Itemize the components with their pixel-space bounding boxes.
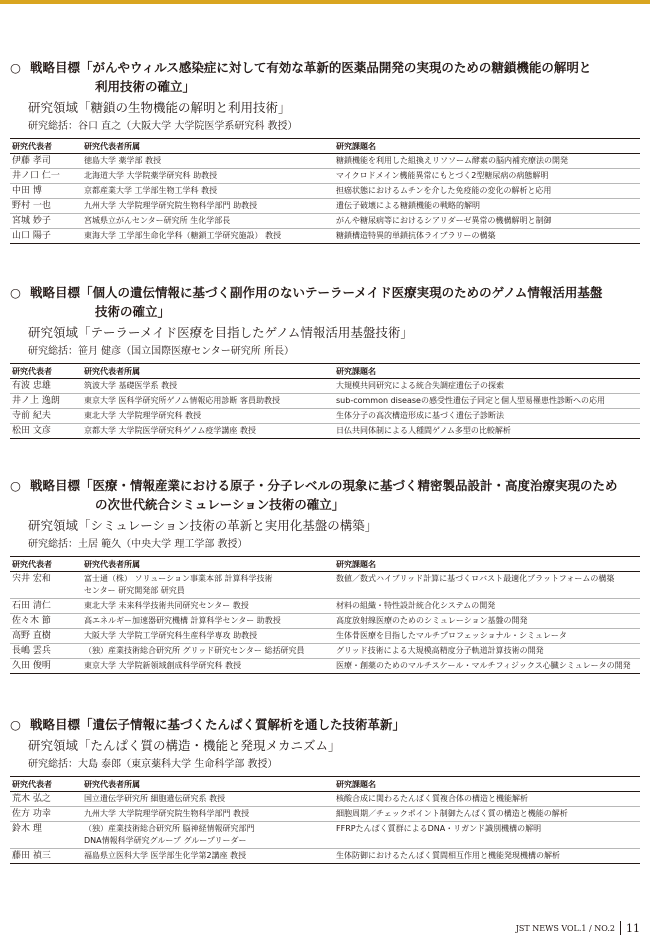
goal-title: 戦略目標「がんやウィルス感染症に対して有効な革新的医薬品開発の実現のための糖鎖機能の解明と: [30, 60, 592, 75]
header-project-title: 研究課題名: [334, 139, 640, 154]
affiliation-line: 九州大学 大学院理学研究院生物科学部門 助教授: [84, 201, 258, 210]
affiliation-line: 北海道大学 大学院薬学研究科 助教授: [84, 171, 218, 180]
table-header-row: [10, 364, 640, 379]
strategic-goal: [10, 715, 640, 734]
affiliation-line: 国立遺伝学研究所 細胞遺伝研究系 教授: [84, 794, 226, 803]
project-title: 医療・創薬のためのマルチスケール・マルチフィジックス心臓シミュレータの開発: [334, 659, 640, 674]
table-row: [10, 849, 640, 864]
affiliation-line: 東北大学 大学院理学研究科 教授: [84, 411, 202, 420]
table-row: [10, 629, 640, 644]
affiliation-cell: [82, 409, 334, 424]
affiliation-line: 福島県立医科大学 医学部生化学第2講座 教授: [84, 851, 247, 860]
project-title: 材料の組織・特性設計統合化システムの開発: [334, 599, 640, 614]
table-row: [10, 807, 640, 822]
page-number: 11: [626, 921, 640, 935]
affiliation-line: （独）産業技術総合研究所 脳神経情報研究部門: [84, 824, 255, 833]
strategy-section: [10, 715, 640, 864]
research-field: 研究領域「シミュレーション技術の革新と実用化基盤の構築」: [28, 518, 378, 533]
representative-name: 松田 文彦: [10, 424, 82, 439]
footer-divider: [620, 921, 621, 935]
circle-bullet-icon: ○: [10, 478, 21, 493]
affiliation-cell: [82, 379, 334, 394]
table-header-row: [10, 557, 640, 572]
affiliation-cell: [82, 169, 334, 184]
table-row: [10, 409, 640, 424]
table-row: [10, 822, 640, 849]
header-affiliation: 研究代表者所属: [82, 557, 334, 572]
affiliation-line: 大阪大学 大学院工学研究科生産科学専攻 助教授: [84, 631, 258, 640]
project-title: 日仏共同体制による人種間ゲノム多型の比較解析: [334, 424, 640, 439]
representative-name: 佐々木 節: [10, 614, 82, 629]
goal-title: 戦略目標「遺伝子情報に基づくたんぱく質解析を通した技術革新」: [30, 717, 406, 732]
page-footer: [516, 921, 640, 935]
strategic-goal: [10, 476, 640, 514]
table-row: [10, 229, 640, 244]
affiliation-cell: [82, 659, 334, 674]
representative-name: 山口 陽子: [10, 229, 82, 244]
project-title: 高度放射線医療のためのシミュレーション基盤の開発: [334, 614, 640, 629]
project-table: [10, 556, 640, 674]
project-title: マイクロドメイン機能異常にもとづく2型糖尿病の病態解明: [334, 169, 640, 184]
strategic-goal: [10, 58, 640, 96]
research-supervisor: 研究総括：土居 範久（中央大学 理工学部 教授）: [28, 539, 248, 550]
goal-title: 戦略目標「医療・情報産業における原子・分子レベルの現象に基づく精密製品設計・高度治療実現のため: [30, 478, 618, 493]
representative-name: 伊藤 孝司: [10, 154, 82, 169]
header-representative: 研究代表者: [10, 777, 82, 792]
affiliation-cell: [82, 394, 334, 409]
goal-title-continued: 技術の確立」: [95, 304, 171, 319]
affiliation-cell: [82, 199, 334, 214]
representative-name: 高野 直樹: [10, 629, 82, 644]
strategy-section: [10, 476, 640, 674]
journal-label: JST NEWS VOL.1 / NO.2: [515, 923, 615, 933]
affiliation-line: 徳島大学 薬学部 教授: [84, 156, 162, 165]
project-table: [10, 363, 640, 439]
project-title: 糖鎖機能を利用した組換えリソソーム酵素の脳内補充療法の開発: [334, 154, 640, 169]
project-title: がんや糖尿病等におけるシアリダーゼ異常の機構解明と制御: [334, 214, 640, 229]
affiliation-cell: [82, 214, 334, 229]
representative-name: 宍井 宏和: [10, 572, 82, 599]
research-supervisor: 研究総括：笹月 健彦（国立国際医療センター研究所 所長）: [28, 346, 294, 357]
strategy-section: [10, 283, 640, 439]
affiliation-line: 東京大学 大学院新領域創成科学研究科 教授: [84, 661, 242, 670]
representative-name: 野村 一也: [10, 199, 82, 214]
project-title: 大規模共同研究による統合失調症遺伝子の探索: [334, 379, 640, 394]
header-project-title: 研究課題名: [334, 777, 640, 792]
representative-name: 藤田 禎三: [10, 849, 82, 864]
header-project-title: 研究課題名: [334, 364, 640, 379]
header-representative: 研究代表者: [10, 364, 82, 379]
strategy-section: [10, 58, 640, 244]
table-row: [10, 214, 640, 229]
goal-title-continued: 利用技術の確立」: [95, 79, 196, 94]
project-title: 細胞周期／チェックポイント制御たんぱく質の構造と機能の解析: [334, 807, 640, 822]
affiliation-line: 東海大学 工学部生命化学科（糖鎖工学研究施設） 教授: [84, 231, 282, 240]
affiliation-line: 筑波大学 基礎医学系 教授: [84, 381, 178, 390]
representative-name: 井ノ上 逸朗: [10, 394, 82, 409]
affiliation-cell: [82, 644, 334, 659]
table-row: [10, 169, 640, 184]
representative-name: 中田 博: [10, 184, 82, 199]
representative-name: 寺前 紀夫: [10, 409, 82, 424]
header-affiliation: 研究代表者所属: [82, 777, 334, 792]
header-representative: 研究代表者: [10, 557, 82, 572]
goal-title-continued: の次世代統合シミュレーション技術の確立」: [95, 497, 345, 512]
table-row: [10, 659, 640, 674]
affiliation-line: 東京大学 医科学研究所ゲノム情報応用診断 客員助教授: [84, 396, 280, 405]
project-title: 数値／数式ハイブリッド計算に基づくロバスト最適化プラットフォームの構築: [334, 572, 640, 599]
research-field: 研究領域「たんぱく質の構造・機能と発現メカニズム」: [28, 738, 341, 753]
header-affiliation: 研究代表者所属: [82, 364, 334, 379]
header-representative: 研究代表者: [10, 139, 82, 154]
affiliation-cell: [82, 807, 334, 822]
affiliation-line: センター 研究開発部 研究員: [84, 586, 185, 595]
affiliation-line: 富士通（株） ソリューション事業本部 計算科学技術: [84, 574, 273, 583]
table-row: [10, 424, 640, 439]
affiliation-line: DNA情報科学研究グループ グループリーダー: [84, 836, 247, 845]
project-title: 生体分子の高次構造形成に基づく遺伝子診断法: [334, 409, 640, 424]
table-header-row: [10, 139, 640, 154]
affiliation-cell: [82, 599, 334, 614]
affiliation-cell: [82, 792, 334, 807]
affiliation-line: 京都産業大学 工学部生物工学科 教授: [84, 186, 218, 195]
affiliation-line: 九州大学 大学院理学研究院生物科学部門 教授: [84, 809, 250, 818]
affiliation-cell: [82, 184, 334, 199]
circle-bullet-icon: ○: [10, 60, 21, 75]
affiliation-cell: [82, 614, 334, 629]
table-row: [10, 379, 640, 394]
table-row: [10, 614, 640, 629]
affiliation-line: （独）産業技術総合研究所 グリッド研究センター 総括研究員: [84, 646, 305, 655]
representative-name: 井ノ口 仁一: [10, 169, 82, 184]
header-affiliation: 研究代表者所属: [82, 139, 334, 154]
research-field: 研究領域「糖鎖の生物機能の解明と利用技術」: [28, 100, 291, 115]
affiliation-cell: [82, 154, 334, 169]
circle-bullet-icon: ○: [10, 717, 21, 732]
representative-name: 有波 忠雄: [10, 379, 82, 394]
affiliation-cell: [82, 849, 334, 864]
project-title: 糖鎖構造特異的単鎖抗体ライブラリーの構築: [334, 229, 640, 244]
table-row: [10, 644, 640, 659]
project-title: FFRPたんぱく質群によるDNA・リガンド識別機構の解明: [334, 822, 640, 849]
affiliation-line: 京都大学 大学院医学研究科ゲノム疫学講座 教授: [84, 426, 256, 435]
affiliation-cell: [82, 822, 334, 849]
project-title: グリッド技術による大規模高精度分子軌道計算技術の開発: [334, 644, 640, 659]
circle-bullet-icon: ○: [10, 285, 21, 300]
representative-name: 宮城 妙子: [10, 214, 82, 229]
project-title: 生体防御におけるたんぱく質間相互作用と機能発現機構の解析: [334, 849, 640, 864]
research-supervisor: 研究総括：谷口 直之（大阪大学 大学院医学系研究科 教授）: [28, 121, 298, 132]
representative-name: 長嶋 雲兵: [10, 644, 82, 659]
project-table: [10, 776, 640, 864]
project-table: [10, 138, 640, 244]
affiliation-cell: [82, 229, 334, 244]
table-row: [10, 199, 640, 214]
representative-name: 石田 清仁: [10, 599, 82, 614]
project-title: 生体骨医療を目指したマルチプロフェッショナル・シミュレータ: [334, 629, 640, 644]
project-title: 核酸合成に関わるたんぱく質複合体の構造と機能解析: [334, 792, 640, 807]
table-header-row: [10, 777, 640, 792]
table-row: [10, 792, 640, 807]
table-row: [10, 154, 640, 169]
affiliation-cell: [82, 424, 334, 439]
affiliation-line: 宮城県立がんセンター研究所 生化学部長: [84, 216, 231, 225]
table-row: [10, 184, 640, 199]
project-title: sub-common diseaseの感受性遺伝子同定と個人型易罹患性診断への応用: [334, 394, 640, 409]
goal-title: 戦略目標「個人の遺伝情報に基づく副作用のないテーラーメイド医療実現のためのゲノム情報活用基盤: [30, 285, 603, 300]
table-row: [10, 599, 640, 614]
research-supervisor: 研究総括：大島 泰郎（東京薬科大学 生命科学部 教授）: [28, 759, 278, 770]
strategic-goal: [10, 283, 640, 321]
representative-name: 荒木 弘之: [10, 792, 82, 807]
affiliation-cell: [82, 629, 334, 644]
research-field: 研究領域「テーラーメイド医療を目指したゲノム情報活用基盤技術」: [28, 325, 413, 340]
top-rule: [0, 0, 650, 4]
representative-name: 久田 俊明: [10, 659, 82, 674]
table-row: [10, 394, 640, 409]
affiliation-line: 東北大学 未来科学技術共同研究センター 教授: [84, 601, 249, 610]
representative-name: 佐方 功幸: [10, 807, 82, 822]
project-title: 遺伝子破壊による糖鎖機能の戦略的解明: [334, 199, 640, 214]
affiliation-cell: [82, 572, 334, 599]
representative-name: 鈴木 理: [10, 822, 82, 849]
table-row: [10, 572, 640, 599]
project-title: 担癌状態におけるムチンを介した免疫能の変化の解析と応用: [334, 184, 640, 199]
affiliation-line: 高エネルギー加速器研究機構 計算科学センター 助教授: [84, 616, 281, 625]
header-project-title: 研究課題名: [334, 557, 640, 572]
